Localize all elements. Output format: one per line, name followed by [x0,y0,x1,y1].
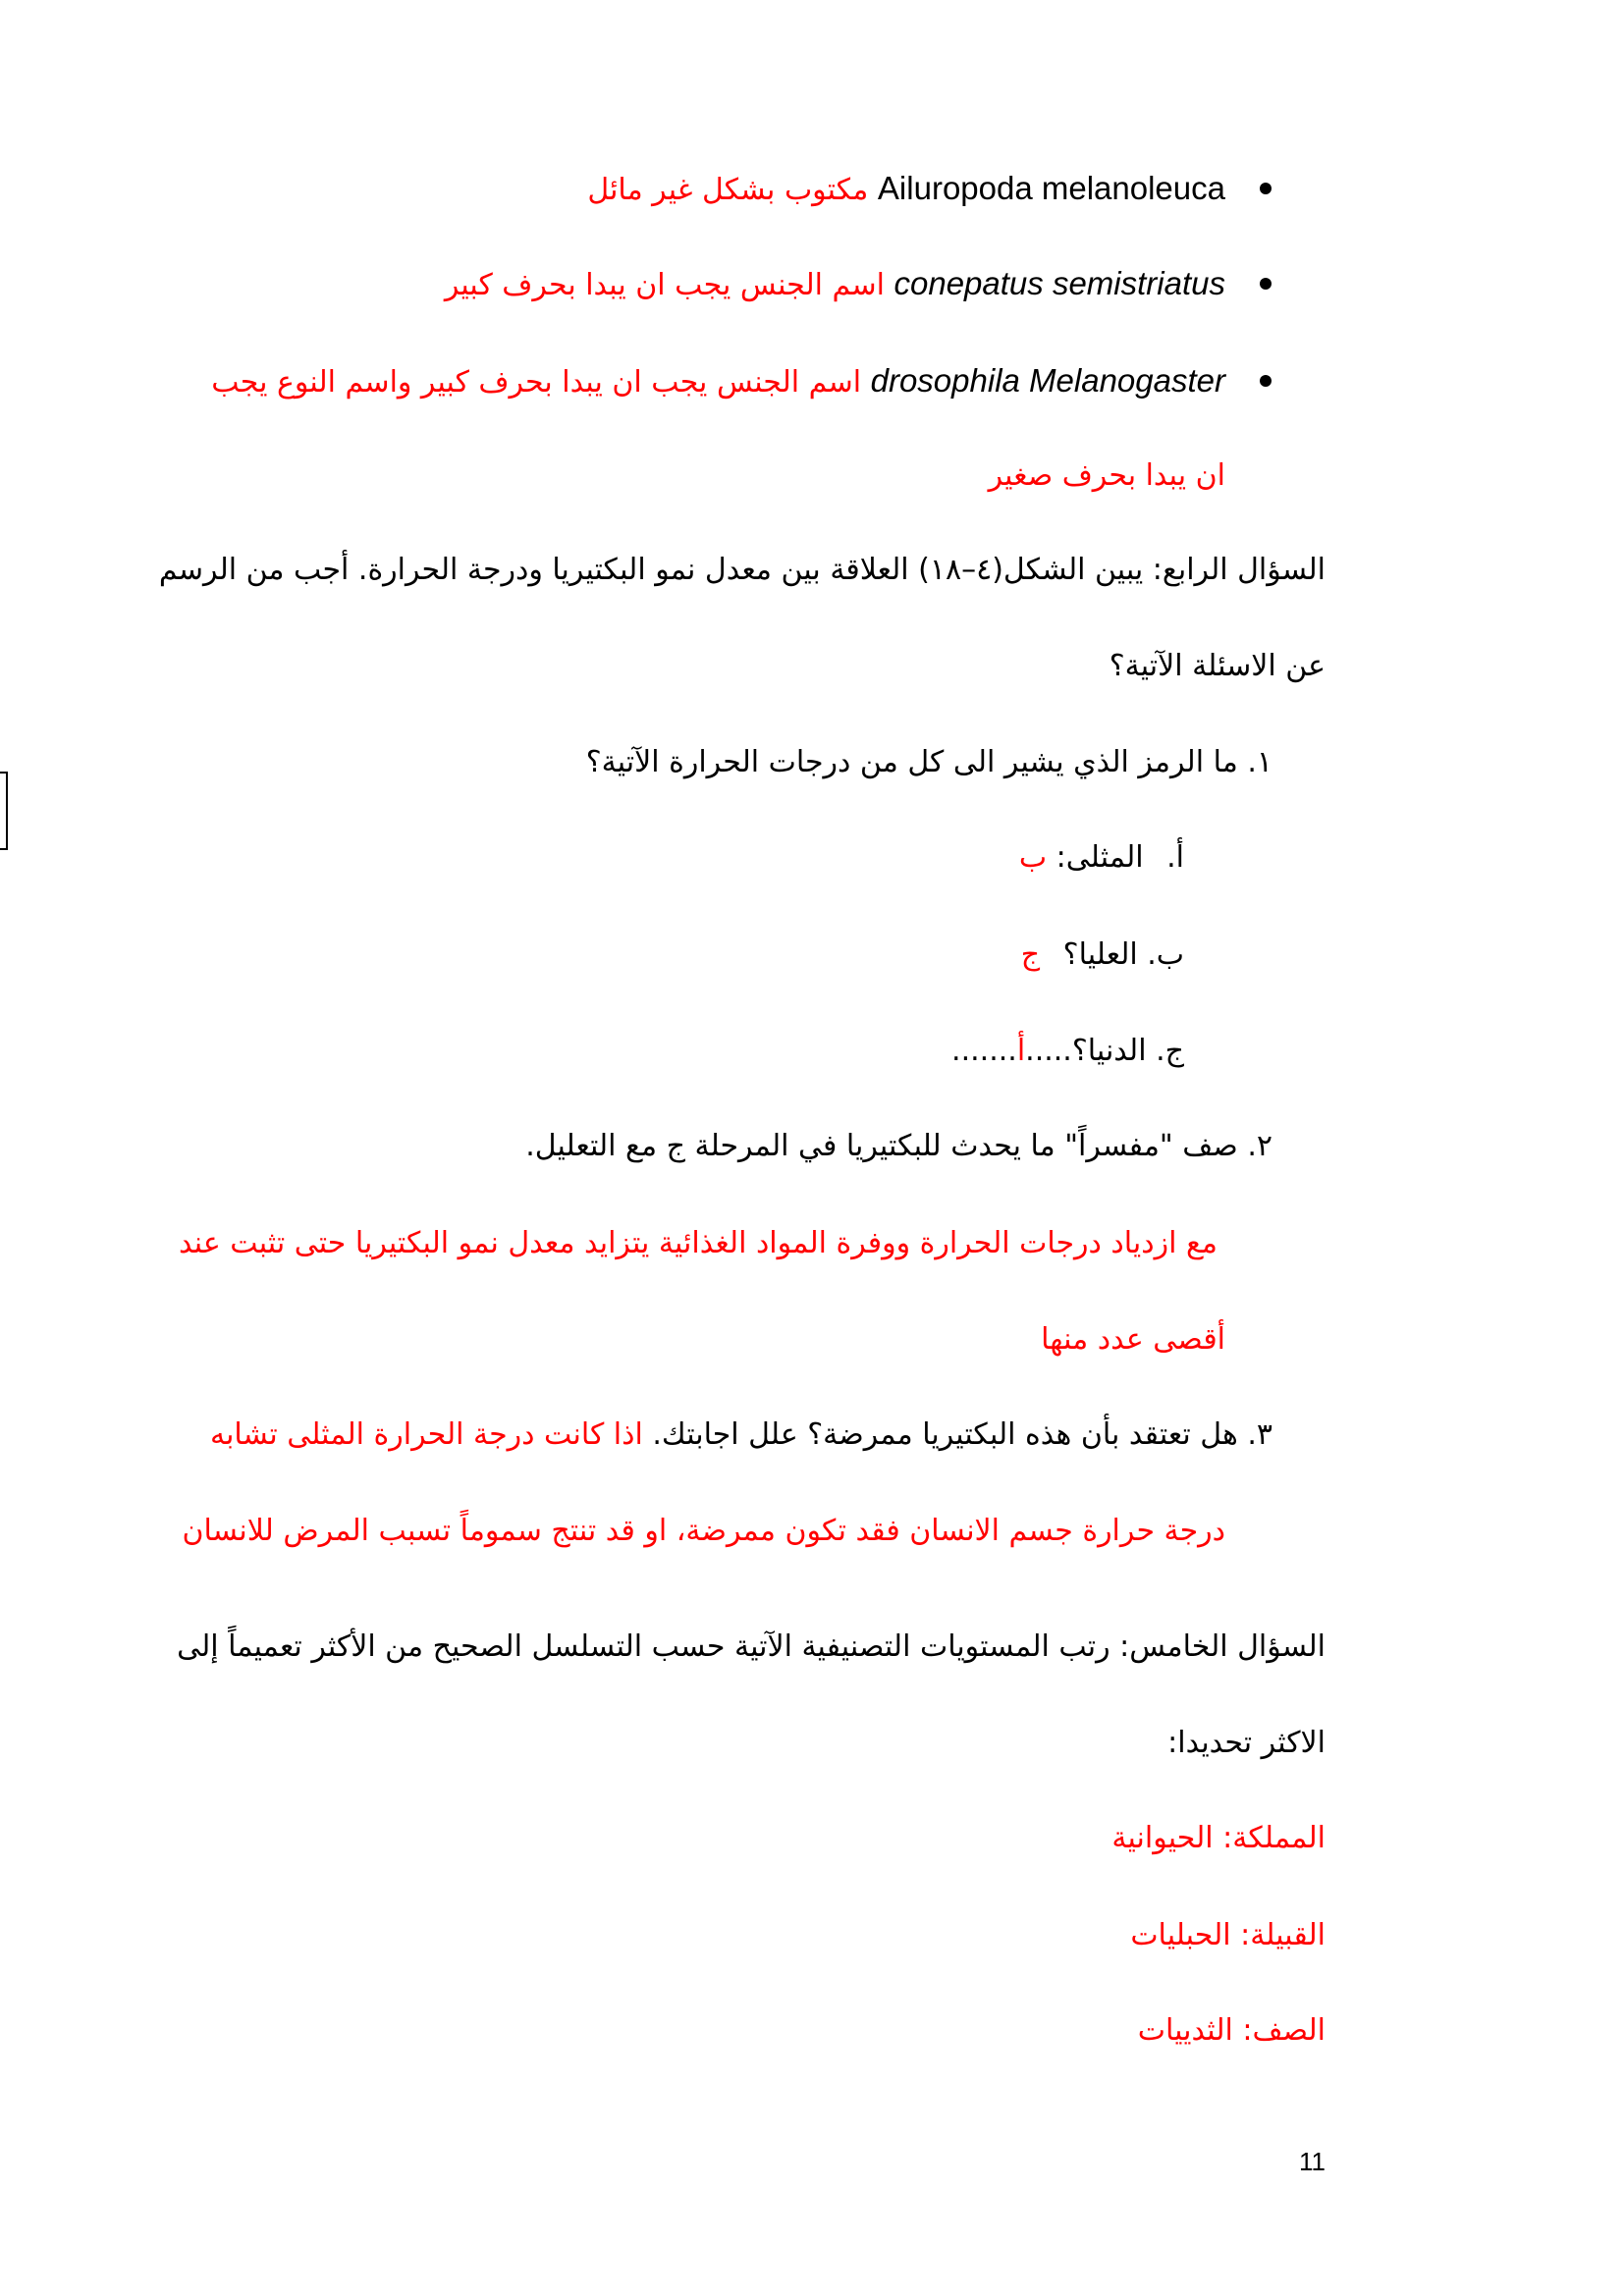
correction-note-2: اسم الجنس يجب ان يبدا بحرف كبير [444,268,885,302]
q4-item-1b-text: العليا؟ [1062,937,1138,972]
q4-item-2-question: صف "مفسراً" ما يحدث للبكتيريا في المرحلة ج مع التعليل. [525,1129,1238,1163]
q4-item-1c-dots-after: ....... [951,1034,1017,1068]
species-name-2: conepatus semistriatus [893,265,1225,301]
q4-item-1b-answer: ج [1020,937,1041,972]
bullet-line-2 [445,262,1225,307]
q4-item-2 [525,1125,1272,1168]
q4-item-2-answer-line-2: أقصى عدد منها [1041,1322,1225,1357]
q5-answer-kingdom: المملكة: الحيوانية [1111,1821,1326,1855]
q4-item-2-number: ٢. [1247,1129,1272,1163]
bullet-dot-2 [1260,278,1272,290]
q4-item-1a [1019,836,1184,880]
species-name-3: drosophila Melanogaster [870,362,1225,399]
q4-heading-line-2: عن الاسئلة الآتية؟ [1109,649,1326,683]
q4-item-1a-label: أ. [1166,840,1184,875]
q4-item-3-answer-line-1: اذا كانت درجة الحرارة المثلى تشابه [209,1417,643,1452]
q4-item-1c-text: الدنيا؟ [1071,1034,1147,1068]
q4-item-1a-text: المثلى: [1056,840,1144,875]
page-number: 11 [1299,2147,1326,2176]
q5-answer-phylum: القبيلة: الحبليات [1130,1918,1326,1952]
q4-item-1b [1021,934,1184,977]
q4-item-1c-dots-before: ..... [1025,1034,1072,1068]
bullet-dot-1 [1260,183,1272,194]
q4-item-1c [951,1030,1184,1073]
species-name-1: Ailuropoda melanoleuca [877,170,1225,206]
bullet-line-1 [587,167,1225,212]
q4-item-1 [586,741,1272,784]
q4-item-1-question: ما الرمز الذي يشير الى كل من درجات الحرارة الآتية؟ [585,745,1238,779]
q4-item-2-answer-line-1: مع ازدياد درجات الحرارة ووفرة المواد الغذائية يتزايد معدل نمو البكتيريا حتى تثبت عند [179,1226,1218,1260]
q5-answer-class: الصف: الثدييات [1137,2013,1326,2048]
q4-item-3-question: هل تعتقد بأن هذه البكتيريا ممرضة؟ علل اجابتك. [652,1417,1238,1452]
q4-item-3-number: ٣. [1247,1417,1272,1452]
q4-item-1a-answer: ب [1018,840,1048,875]
bullet-dot-3 [1260,375,1272,387]
bullet-line-3 [211,359,1225,404]
q4-item-1c-label: ج. [1156,1034,1184,1068]
q4-item-1b-label: ب. [1147,937,1184,972]
q4-item-1-number: ١. [1247,745,1272,779]
margin-bracket [0,772,8,850]
q4-item-3-answer-line-2: درجة حرارة جسم الانسان فقد تكون ممرضة، او قد تنتج سموماً تسبب المرض للانسان [182,1514,1225,1548]
correction-note-3-continued: ان يبدا بحرف صغير [988,458,1225,493]
q4-item-3 [210,1414,1272,1457]
q5-heading-line-2: الاكثر تحديدا: [1167,1726,1326,1760]
correction-note-1: مكتوب بشكل غير مائل [587,173,869,207]
q4-item-1c-answer: أ [1016,1034,1026,1068]
q5-heading-line-1: السؤال الخامس: رتب المستويات التصنيفية الآتية حسب التسلسل الصحيح من الأكثر تعميماً إلى [177,1629,1326,1664]
q4-heading-line-1: السؤال الرابع: يبين الشكل(٤–١٨) العلاقة بين معدل نمو البكتيريا ودرجة الحرارة. أجب من الرسم [158,553,1326,587]
correction-note-3: اسم الجنس يجب ان يبدا بحرف كبير واسم النوع يجب [211,365,862,400]
